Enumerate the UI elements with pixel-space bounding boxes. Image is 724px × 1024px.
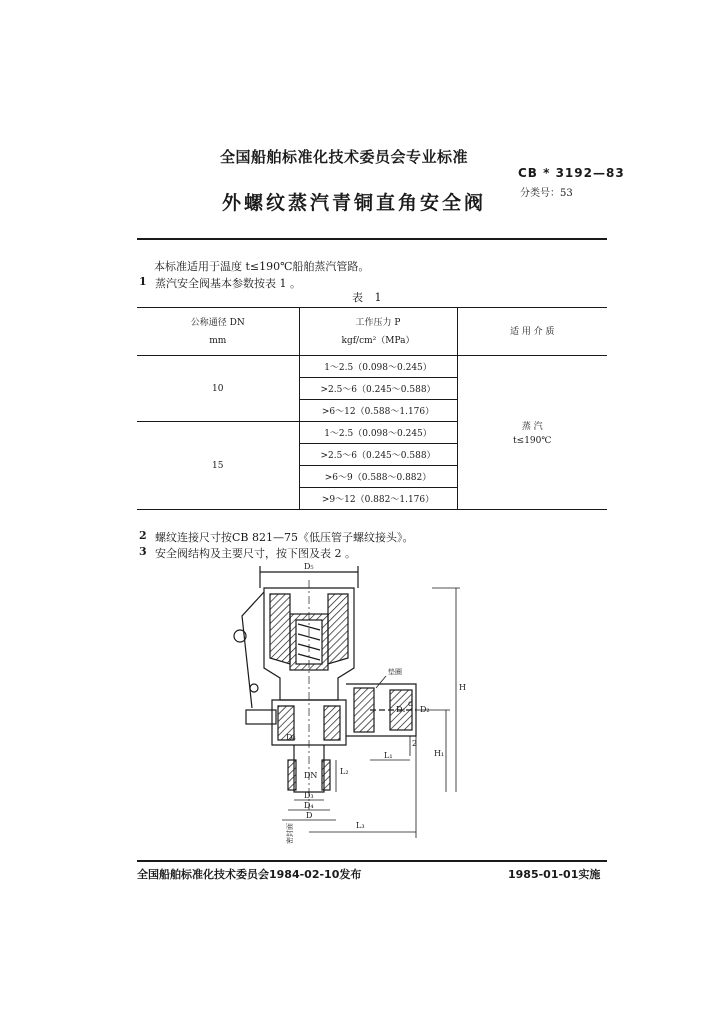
item1-number: 1 [139, 275, 147, 288]
table-header-row [137, 308, 607, 356]
label-h: H [459, 683, 466, 692]
body-wall-right [324, 706, 340, 740]
pressure-cell: >2.5～6（0.245～0.588） [299, 378, 457, 400]
effective-date: 1985-01-01实施 [508, 868, 601, 881]
inlet-wall-right [322, 760, 330, 790]
item3-text: 安全阀结构及主要尺寸，按下图及表 2 。 [155, 547, 356, 560]
medium-cell: 蒸 汽 t≤190℃ [457, 356, 607, 510]
pressure-cell: 1～2.5（0.098～0.245） [299, 356, 457, 378]
label-dn: DN [304, 771, 318, 780]
label-l2: L₂ [340, 767, 349, 776]
item1-text: 蒸汽安全阀基本参数按表 1 。 [155, 277, 301, 290]
label-d5: D₅ [304, 562, 314, 571]
item2-text: 螺纹连接尺寸按CB 821—75《低压管子螺纹接头》。 [155, 531, 414, 544]
parameter-table [137, 307, 607, 510]
pressure-cell: 1～2.5（0.098～0.245） [299, 422, 457, 444]
label-side: 密封面 [286, 823, 294, 844]
medium-header: 适 用 介 质 [457, 308, 607, 356]
committee-name: 全国船舶标准化技术委员会专业标准 [220, 148, 469, 166]
issue-date: 全国船舶标准化技术委员会1984-02-10发布 [137, 868, 362, 881]
footer-rule [137, 860, 607, 862]
pressure-cell: >6～12（0.588～1.176） [299, 400, 457, 422]
scope-text: 本标准适用于温度 t≤190℃船舶蒸汽管路。 [154, 260, 370, 273]
label-two: 2 [412, 739, 418, 748]
label-washer: 垫圈 [388, 668, 402, 676]
label-d1: D₁ [396, 705, 406, 714]
category-code: 分类号：53 [520, 188, 573, 199]
dn-header: 公称通径 DN mm [137, 308, 299, 356]
pressure-header: 工作压力 P kgf/cm²（MPa） [299, 308, 457, 356]
dn-cell: 10 [137, 356, 299, 422]
label-d2: D₂ [420, 705, 430, 714]
standard-number: CB * 3192—83 [518, 166, 625, 180]
table-row [137, 356, 607, 378]
dn-cell: 15 [137, 422, 299, 510]
washer-leader [376, 676, 386, 688]
pressure-cell: >6～9（0.588～0.882） [299, 466, 457, 488]
item3-number: 3 [139, 545, 147, 558]
valve-drawing [220, 560, 480, 850]
table-caption: 表 1 [352, 291, 386, 304]
label-l3: L₃ [356, 821, 365, 830]
bonnet-wall-right [328, 594, 348, 664]
label-d3: D₃ [304, 791, 314, 800]
pressure-cell: >9～12（0.882～1.176） [299, 488, 457, 510]
lever-arm [242, 592, 264, 708]
bonnet-wall-left [270, 594, 290, 664]
label-d4: D₄ [304, 801, 314, 810]
pressure-cell: >2.5～6（0.245～0.588） [299, 444, 457, 466]
label-ds: D [306, 811, 313, 820]
label-l1: L₁ [384, 751, 393, 760]
item2-number: 2 [139, 529, 147, 542]
label-h1: H₁ [434, 749, 445, 758]
lever-pin [250, 684, 258, 692]
inlet-wall-left [288, 760, 296, 790]
document-title: 外螺纹蒸汽青铜直角安全阀 [222, 192, 487, 214]
label-d6: D₆ [286, 733, 296, 742]
label-d: d [408, 699, 414, 708]
header-rule [137, 238, 607, 240]
